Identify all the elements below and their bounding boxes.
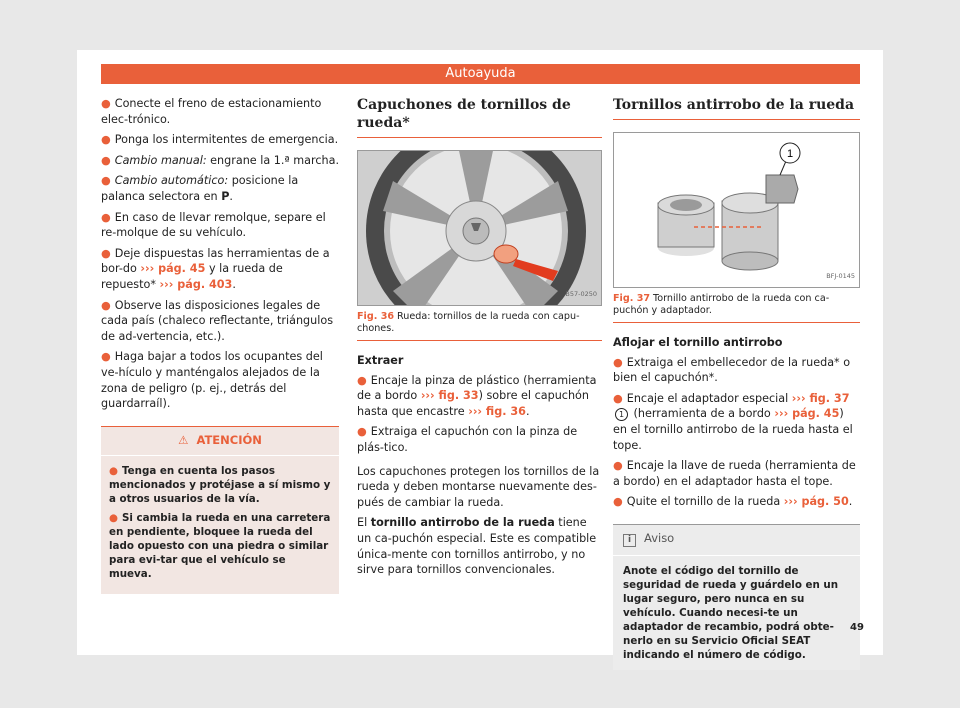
list-item: ● Deje dispuestas las herramientas de a bor-do ››› pág. 45 y la rueda de repuesto* ››› pág. 403. — [101, 246, 330, 291]
list-item: ● Quite el tornillo de la rueda ››› pág. 50. — [613, 495, 853, 509]
warning-box — [101, 426, 339, 594]
figure-caption: Fig. 36 Rueda: tornillos de la rueda con capu-chones. — [357, 311, 602, 341]
paragraph: Los capuchones protegen los tornillos de la rueda y deben montarse nuevamente des-pués de cambiar la rueda. — [357, 464, 600, 509]
warning-title: ⚠ ATENCIÓN — [101, 427, 339, 456]
warning-item: ● Tenga en cuenta los pasos mencionados y protéjase a sí mismo y a otros usuarios de la vía. — [109, 464, 331, 505]
list-item: ● Extraiga el embellecedor de la rueda* o bien el capuchón*. — [613, 355, 851, 385]
right-column — [613, 96, 860, 670]
list-item: ● En caso de llevar remolque, separe el re-molque de su vehículo. — [101, 210, 326, 240]
page-number: 49 — [850, 622, 864, 633]
list-item: ● Encaje la pinza de plástico (herramienta de a bordo ››› fig. 33) sobre el capuchón hasta que encastre ››› fig. 36. — [357, 373, 597, 418]
figure-caption: Fig. 37 Tornillo antirrobo de la rueda con ca-puchón y adaptador. — [613, 293, 860, 323]
figure-link[interactable]: ››› fig. 33 — [420, 389, 479, 403]
paragraph: El tornillo antirrobo de la rueda tiene un ca-puchón especial. Este es compatible única-mente con tornillos antirrobo, y no sirve para tornillos convencionales. — [357, 516, 597, 577]
list-item: ● Ponga los intermitentes de emergencia. — [101, 133, 339, 147]
note-text: Anote el código del tornillo de seguridad de rueda y guárdelo en un lugar seguro, pero nunca en su vehículo. Cuando necesi-te un adaptador de recambio, podrá obte-nerlo en su Servicio Oficial SEAT indicando el número de código. — [623, 564, 839, 661]
bolt-illustration — [614, 133, 860, 287]
warning-icon: ⚠ — [178, 432, 189, 447]
left-column — [101, 96, 339, 594]
info-icon: i — [623, 534, 636, 547]
figure-link[interactable]: ››› fig. 37 — [791, 391, 850, 405]
list-item: ● Encaje la llave de rueda (herramienta de a bordo) en el adaptador hasta el tope. — [613, 459, 856, 488]
page-link[interactable]: ››› pág. 403 — [159, 277, 233, 291]
section-title: Tornillos antirrobo de la rueda — [613, 96, 860, 120]
middle-column — [357, 96, 602, 583]
section-title: Capuchones de tornillos de rueda* — [357, 96, 602, 138]
list-item: ● Observe las disposiciones legales de cada país (chaleco reflectante, triángulos de ad-vertencia, etc.). — [101, 298, 334, 343]
list-item: ● Cambio automático: posicione la palanca selectora en P. — [101, 174, 299, 203]
figure-code: BFJ-0145 — [826, 272, 855, 281]
note-box — [613, 524, 860, 670]
list-item: ● Extraiga el capuchón con la pinza de plás-tico. — [357, 425, 578, 454]
warning-item: ● Si cambia la rueda en una carretera en pendiente, bloquee la rueda del lado opuesto con una piedra o similar para evi-tar que el vehículo se mueva. — [109, 511, 331, 580]
list-item: ● Haga bajar a todos los ocupantes del ve-hículo y manténgalos alejados de la zona de peligro (p. ej., detrás del guardarraíl). — [101, 350, 323, 411]
figure-code: B57-0250 — [565, 290, 597, 299]
wheel-illustration — [358, 151, 602, 305]
callout-badge: 1 — [615, 408, 628, 421]
chapter-header: Autoayuda — [101, 64, 860, 84]
subheading: Aflojar el tornillo antirrobo — [613, 336, 783, 349]
page-link[interactable]: ››› pág. 45 — [774, 407, 840, 421]
list-item: ● Cambio manual: engrane la 1.ª marcha. — [101, 153, 340, 167]
note-title: i Aviso — [613, 525, 860, 556]
callout-number: 1 — [786, 148, 794, 160]
list-item: ● Encaje el adaptador especial ››› fig. 371 (herramienta de a bordo ››› pág. 45) en el tornillo antirrobo de la rueda hasta el tope. — [613, 391, 853, 452]
page-link[interactable]: ››› pág. 45 — [140, 262, 206, 276]
list-item: ● Conecte el freno de estacionamiento elec-trónico. — [101, 97, 322, 126]
page-link[interactable]: ››› pág. 50 — [783, 495, 849, 509]
subheading: Extraer — [357, 354, 404, 367]
wheel-figure — [357, 150, 602, 306]
bolt-figure — [613, 132, 860, 288]
figure-link[interactable]: ››› fig. 36 — [468, 404, 526, 418]
